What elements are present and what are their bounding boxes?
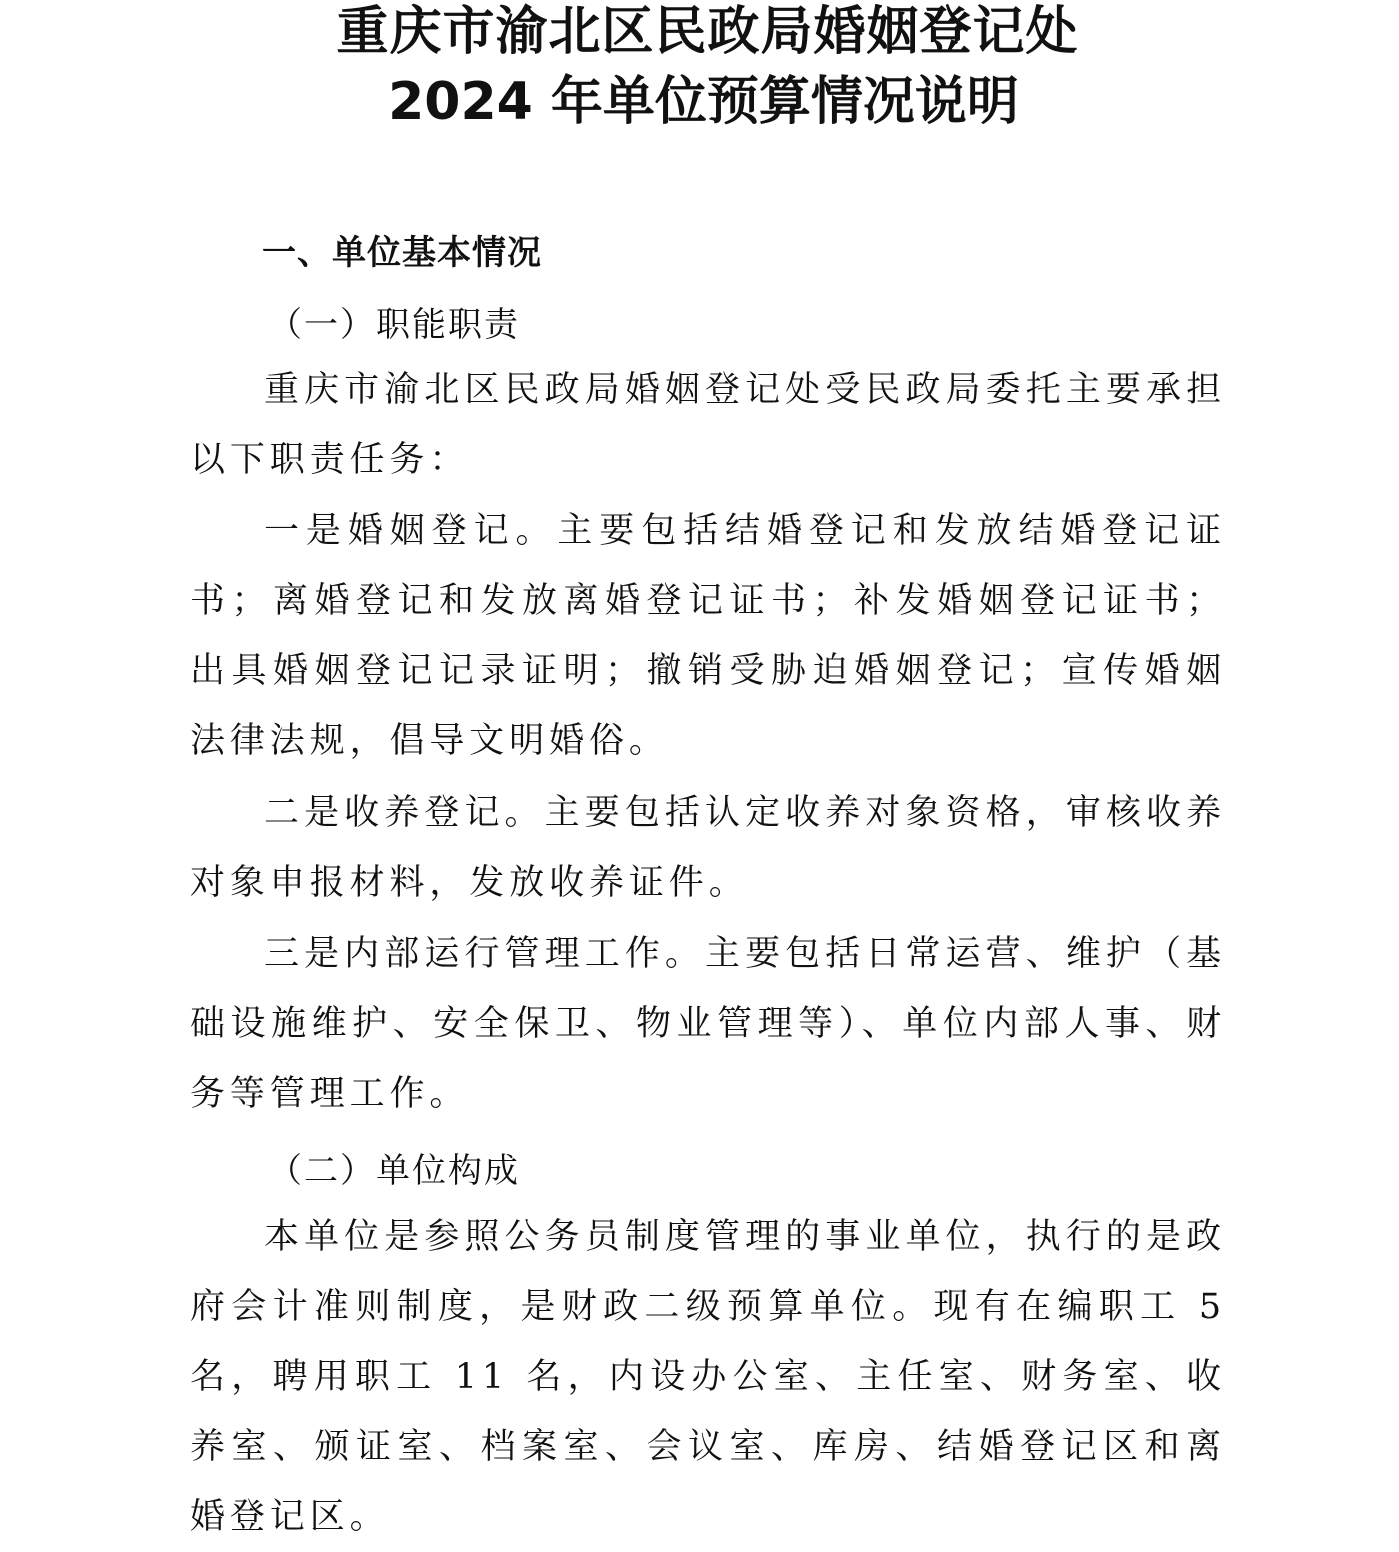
section-heading-basic-info: 一、单位基本情况	[262, 233, 542, 273]
paragraph-adoption-registration: 二是收养登记。主要包括认定收养对象资格，审核收养对象申报材料，发放收养证件。	[190, 793, 1226, 903]
paragraph-unit-composition: 本单位是参照公务员制度管理的事业单位，执行的是政府会计准则制度，是财政二级预算单位。现有在编职工 5 名，聘用职工 11 名，内设办公室、主任室、财务室、收养室、颁证室、档案室、会议室、库房、结婚登记区和离婚登记区。	[190, 1217, 1226, 1537]
paragraph-marriage-registration: 一是婚姻登记。主要包括结婚登记和发放结婚登记证书；离婚登记和发放离婚登记证书；补发婚姻登记证书；出具婚姻登记记录证明；撤销受胁迫婚姻登记；宣传婚姻法律法规，倡导文明婚俗。	[190, 511, 1226, 761]
paragraph-internal-management: 三是内部运行管理工作。主要包括日常运营、维护（基础设施维护、安全保卫、物业管理等）、单位内部人事、财务等管理工作。	[190, 934, 1226, 1114]
paragraph-duties-intro: 重庆市渝北区民政局婚姻登记处受民政局委托主要承担以下职责任务：	[190, 370, 1226, 480]
subsection-heading-composition: （二）单位构成	[268, 1151, 520, 1191]
document-title-line-2: 2024 年单位预算情况说明	[388, 72, 1019, 132]
subsection-heading-functions: （一）职能职责	[268, 305, 520, 345]
document-title-line-1: 重庆市渝北区民政局婚姻登记处	[336, 2, 1079, 62]
